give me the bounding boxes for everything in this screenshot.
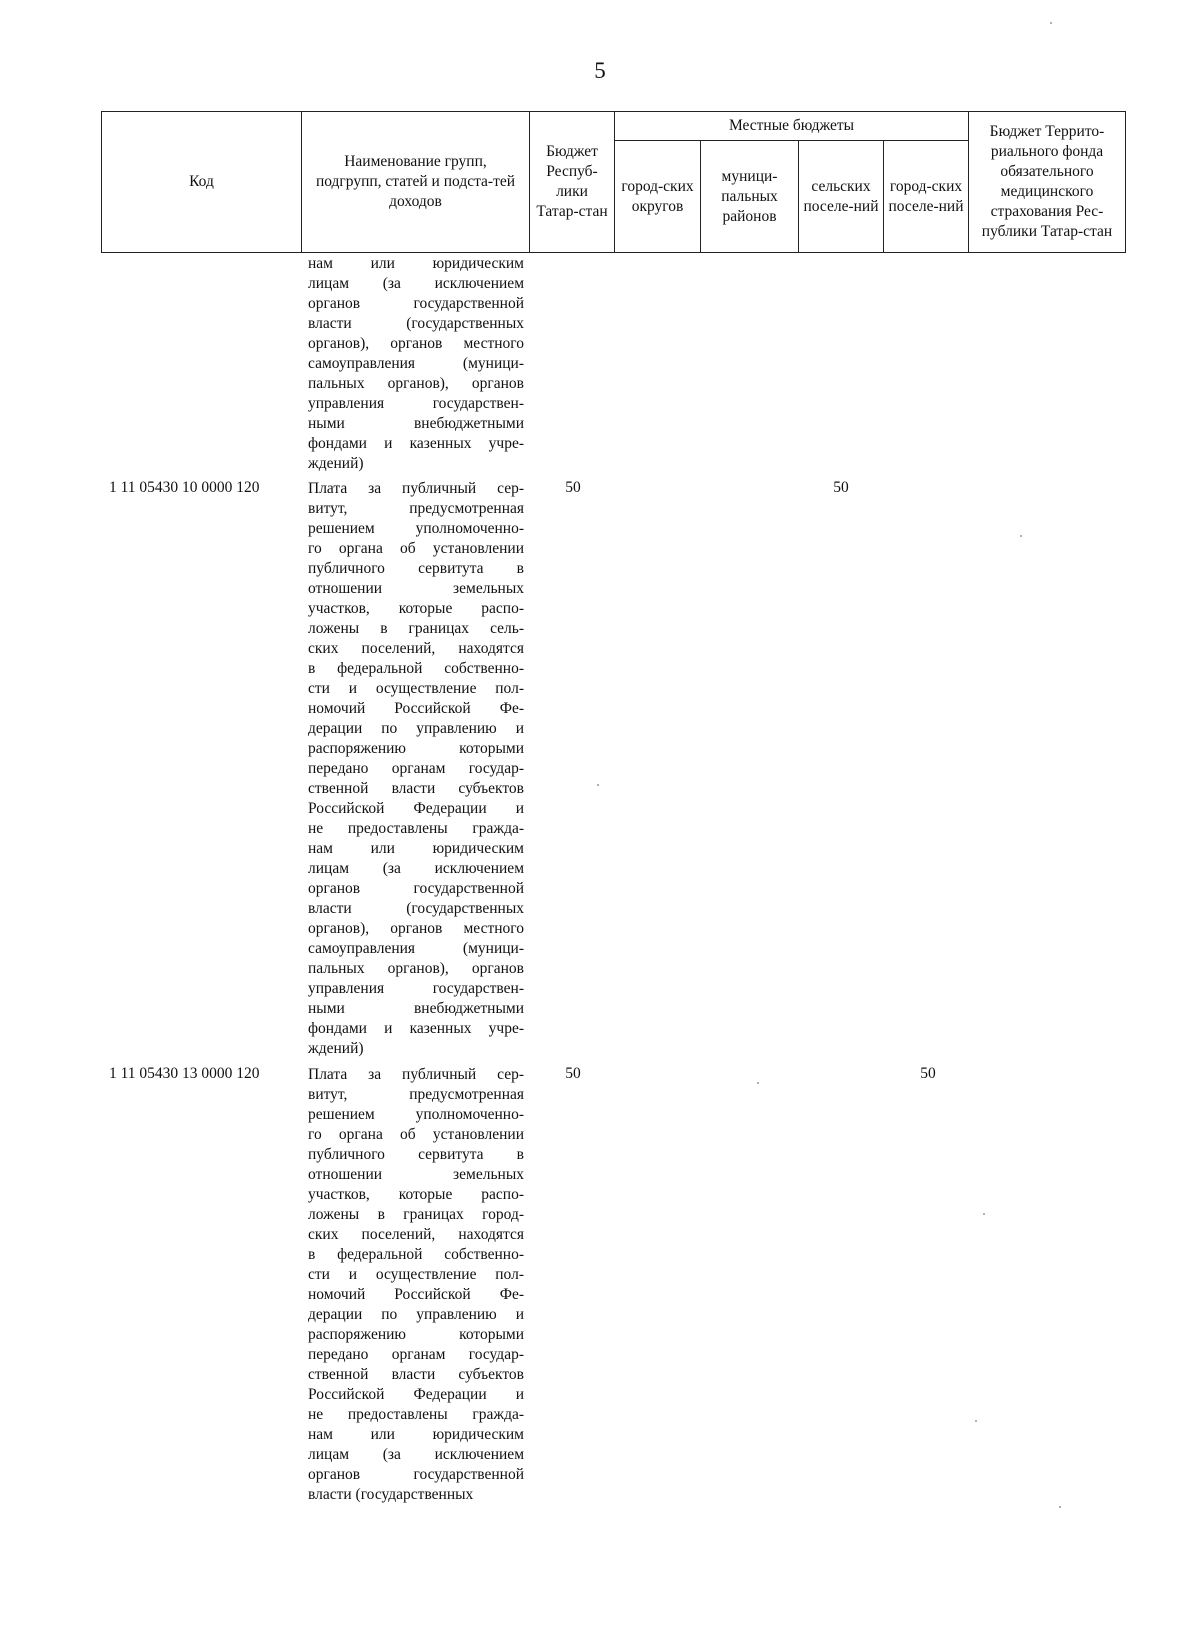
row-2-republic-value: 50 <box>565 1065 581 1082</box>
row-1-rural-settlements-value: 50 <box>833 479 849 496</box>
row-2-name-line: публичного сервитута в <box>308 1146 524 1163</box>
row-2-name-line: нам или юридическим <box>308 1426 524 1443</box>
row-0-name-line: органов), органов местного <box>308 335 524 352</box>
row-1-name-line: Российской Федерации и <box>308 800 524 817</box>
row-2-name-line: не предоставлены гражда- <box>308 1406 524 1423</box>
row-2-name-line: решением уполномоченно- <box>308 1106 524 1123</box>
row-1-name-line: участков, которые распо- <box>308 600 524 617</box>
row-1-name-line: не предоставлены гражда- <box>308 820 524 837</box>
row-1-name-line: ждений) <box>308 1040 364 1057</box>
header-rural-settlements: сельских поселе-ний <box>798 140 884 253</box>
row-1-name-line: фондами и казенных учре- <box>308 1020 524 1037</box>
row-2-name-line: Плата за публичный сер- <box>308 1066 524 1083</box>
row-1-name-line: сти и осуществление пол- <box>308 680 524 697</box>
row-2-name-line: лицам (за исключением <box>308 1446 524 1463</box>
row-2-name-line: в федеральной собственно- <box>308 1246 524 1263</box>
row-0-name-line: фондами и казенных учре- <box>308 435 524 452</box>
row-2-name-line: го органа об установлении <box>308 1126 524 1143</box>
row-1-name-line: отношении земельных <box>308 580 524 597</box>
row-0-name-line: пальных органов), органов <box>308 375 524 392</box>
row-2-name-line: ских поселений, находятся <box>308 1226 524 1243</box>
header-fund: Бюджет Террито-риального фонда обязательного медицинского страхования Рес-публики Татар-стан <box>968 111 1126 253</box>
row-1-name-line: лицам (за исключением <box>308 860 524 877</box>
row-0-name-line: власти (государственных <box>308 315 524 332</box>
row-1-name-line: в федеральной собственно- <box>308 660 524 677</box>
row-2-name-line: сти и осуществление пол- <box>308 1266 524 1283</box>
header-republic: Бюджет Респуб-лики Татар-стан <box>529 111 615 253</box>
row-name-0 <box>308 254 524 474</box>
row-1-name-line: витут, предусмотренная <box>308 500 524 517</box>
row-1-name-line: ственной власти субъектов <box>308 780 524 797</box>
row-0-name-line: ными внебюджетными <box>308 415 524 432</box>
row-1-name-line: ными внебюджетными <box>308 1000 524 1017</box>
row-1-name-line: решением уполномоченно- <box>308 520 524 537</box>
row-1-name-line: Плата за публичный сер- <box>308 480 524 497</box>
row-1-name-line: ских поселений, находятся <box>308 640 524 657</box>
row-2-name-line: ложены в границах город- <box>308 1206 524 1223</box>
row-2-urban-settlements-value: 50 <box>920 1065 936 1082</box>
row-0-name-line: управления государствен- <box>308 395 524 412</box>
header-urban-settlements: город-ских поселе-ний <box>883 140 969 253</box>
row-1-name-line: публичного сервитута в <box>308 560 524 577</box>
row-1-name-line: пальных органов), органов <box>308 960 524 977</box>
row-code-2: 1 11 05430 13 0000 120 <box>109 1065 260 1082</box>
row-1-name-line: ложены в границах сель- <box>308 620 524 637</box>
row-2-name-line: власти (государственных <box>308 1486 474 1503</box>
header-code: Код <box>101 111 302 253</box>
row-1-name-line: самоуправления (муници- <box>308 940 524 957</box>
row-0-name-line: нам или юридическим <box>308 255 524 272</box>
row-2-name-line: отношении земельных <box>308 1166 524 1183</box>
row-2-name-line: витут, предусмотренная <box>308 1086 524 1103</box>
row-2-name-line: номочий Российской Фе- <box>308 1286 524 1303</box>
row-1-name-line: власти (государственных <box>308 900 524 917</box>
row-1-name-line: распоряжению которыми <box>308 740 524 757</box>
row-1-name-line: номочий Российской Фе- <box>308 700 524 717</box>
header-local-budgets: Местные бюджеты <box>614 111 969 141</box>
row-0-name-line: органов государственной <box>308 295 524 312</box>
row-1-name-line: органов государственной <box>308 880 524 897</box>
row-1-name-line: передано органам государ- <box>308 760 524 777</box>
row-0-name-line: самоуправления (муници- <box>308 355 524 372</box>
header-city-districts: город-ских округов <box>614 140 701 253</box>
page-number: 5 <box>594 58 606 83</box>
header-name: Наименование групп, подгрупп, статей и подста-тей доходов <box>301 111 530 253</box>
row-2-name-line: Российской Федерации и <box>308 1386 524 1403</box>
row-1-name-line: дерации по управлению и <box>308 720 524 737</box>
row-1-name-line: органов), органов местного <box>308 920 524 937</box>
row-2-name-line: передано органам государ- <box>308 1346 524 1363</box>
row-name-2 <box>308 1065 524 1505</box>
row-1-name-line: нам или юридическим <box>308 840 524 857</box>
row-0-name-line: лицам (за исключением <box>308 275 524 292</box>
header-municipal-districts: муници-пальных районов <box>700 140 799 253</box>
row-1-republic-value: 50 <box>565 479 581 496</box>
row-2-name-line: ственной власти субъектов <box>308 1366 524 1383</box>
row-code-1: 1 11 05430 10 0000 120 <box>109 479 260 496</box>
row-2-name-line: органов государственной <box>308 1466 524 1483</box>
row-name-1 <box>308 479 524 1059</box>
row-1-name-line: го органа об установлении <box>308 540 524 557</box>
row-2-name-line: дерации по управлению и <box>308 1306 524 1323</box>
row-0-name-line: ждений) <box>308 455 364 472</box>
row-2-name-line: участков, которые распо- <box>308 1186 524 1203</box>
row-2-name-line: распоряжению которыми <box>308 1326 524 1343</box>
row-1-name-line: управления государствен- <box>308 980 524 997</box>
